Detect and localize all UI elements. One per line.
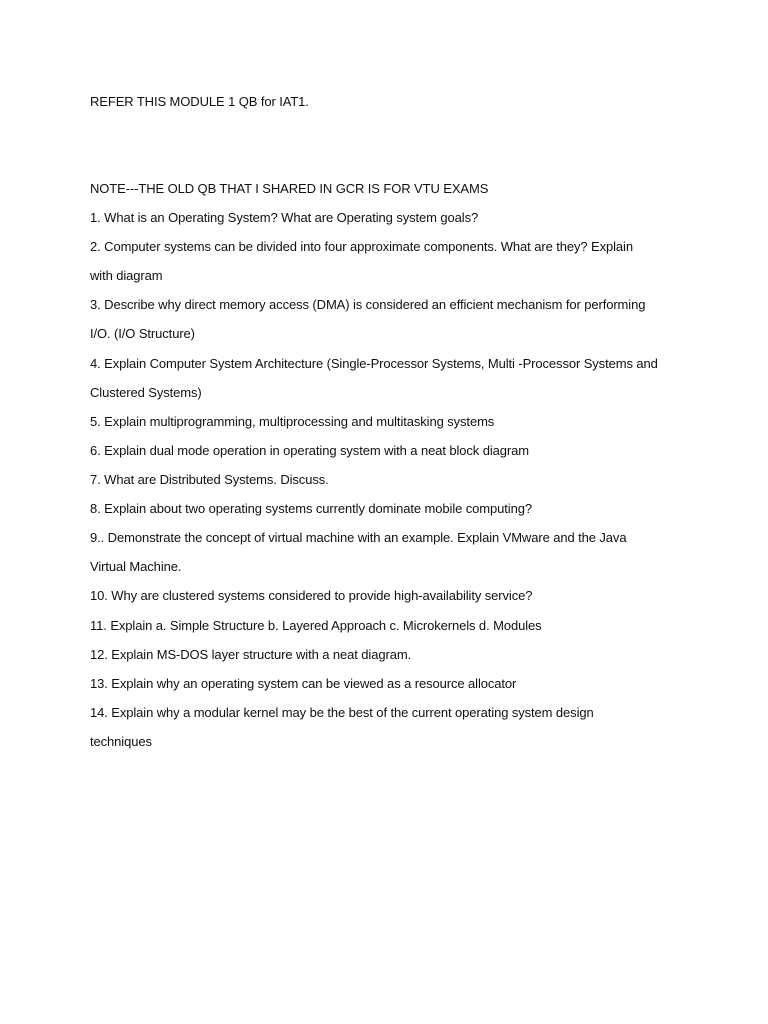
question-line: 14. Explain why a modular kernel may be the best of the current operating system design [90,705,594,720]
question-line: 7. What are Distributed Systems. Discuss. [90,472,329,487]
question-line: 5. Explain multiprogramming, multiprocessing and multitasking systems [90,414,495,429]
question-line: 10. Why are clustered systems considered to provide high-availability service? [90,588,533,603]
question-line: 1. What is an Operating System? What are Operating system goals? [90,210,479,225]
question-line: 6. Explain dual mode operation in operating system with a neat block diagram [90,443,529,458]
question-line: 8. Explain about two operating systems currently dominate mobile computing? [90,501,532,516]
question-line: 3. Describe why direct memory access (DMA) is considered an efficient mechanism for performing [90,297,646,312]
question-line: 2. Computer systems can be divided into four approximate components. What are they? Explain [90,239,633,254]
question-line-continuation: with diagram [90,268,163,283]
note-line: NOTE---THE OLD QB THAT I SHARED IN GCR IS FOR VTU EXAMS [90,181,489,196]
question-line: 4. Explain Computer System Architecture (Single-Processor Systems, Multi -Processor Systems and [90,356,658,371]
question-line-continuation: Clustered Systems) [90,385,202,400]
question-line: 13. Explain why an operating system can be viewed as a resource allocator [90,676,517,691]
question-line: 12. Explain MS-DOS layer structure with a neat diagram. [90,647,412,662]
question-line-continuation: Virtual Machine. [90,559,182,574]
question-line-continuation: techniques [90,734,152,749]
header-line: REFER THIS MODULE 1 QB for IAT1. [90,94,309,109]
question-line-continuation: I/O. (I/O Structure) [90,326,195,341]
question-line: 9.. Demonstrate the concept of virtual machine with an example. Explain VMware and the Java [90,530,627,545]
question-line: 11. Explain a. Simple Structure b. Layered Approach c. Microkernels d. Modules [90,618,542,633]
